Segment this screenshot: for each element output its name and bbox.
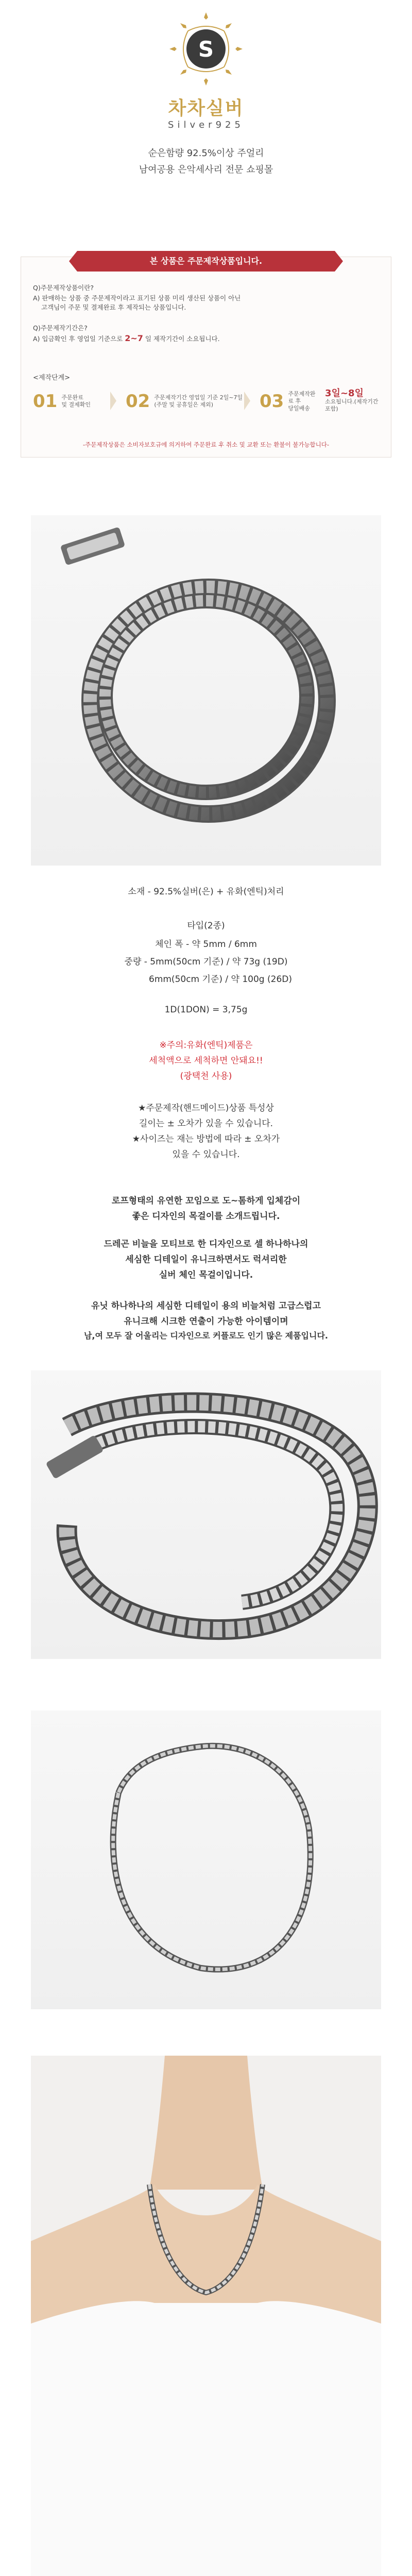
faq-answer-1-line-2: 고객님이 주문 및 결제완료 후 제작되는 상품입니다. bbox=[41, 303, 186, 311]
step-text bbox=[61, 394, 91, 409]
step-line: 주문제작기간 영업일 기준 2일~7일 bbox=[154, 394, 243, 401]
step-line: 및 결제확인 bbox=[61, 401, 91, 408]
tagline-shop: 남여공용 은악세사리 전문 쇼핑몰 bbox=[139, 164, 273, 175]
spec-material: 소재 - 92.5%실버(은) + 유화(엔틱)처리 bbox=[128, 887, 284, 897]
desc-p1-line-1: 로프형태의 유연한 꼬임으로 도~톰하게 입체감이 bbox=[111, 1196, 301, 1206]
step-line: 주문완료 bbox=[61, 394, 83, 401]
spec-weight-5mm: 중량 - 5mm(50cm 기준) / 약 73g (19D) bbox=[124, 957, 288, 967]
brand-subtitle: Silver925 bbox=[168, 120, 244, 130]
faq-answer-2 bbox=[33, 334, 220, 344]
product-photo-full bbox=[31, 1710, 381, 2009]
step-number: 02 bbox=[126, 391, 150, 412]
custom-note-1: ★주문제작(핸드메이드)상품 특성상 bbox=[138, 1103, 274, 1113]
spec-weight-6mm: 6mm(50cm 기준) / 약 100g (26D) bbox=[149, 974, 292, 985]
brand-name: 차차실버 bbox=[168, 98, 244, 119]
refund-warning: -주문제작상품은 소비자보호규에 의거하여 주문완료 후 취소 및 교환 또는 환불이 불가능합니다- bbox=[82, 441, 330, 448]
step-number: 03 bbox=[260, 391, 284, 412]
custom-order-banner: 본 상품은 주문제작상품입니다. bbox=[77, 251, 335, 272]
spec-don-conversion: 1D(1DON) = 3,75g bbox=[164, 1005, 248, 1015]
custom-note-3: ★사이즈는 재는 방법에 따라 ± 오차가 bbox=[132, 1134, 280, 1144]
caution-line-2: 세척액으로 세척하면 안돼요!! bbox=[149, 1056, 263, 1066]
step-line: 주문제작완료 후 bbox=[288, 391, 316, 404]
product-photo-coiled bbox=[31, 515, 381, 866]
product-photo-model bbox=[31, 2056, 381, 2576]
spec-chain-width: 체인 폭 - 약 5mm / 6mm bbox=[155, 939, 257, 950]
steps-title: <제작단계> bbox=[33, 374, 71, 382]
step-line: 당일배송 bbox=[288, 405, 310, 412]
step-3 bbox=[260, 384, 379, 418]
svg-text:S: S bbox=[198, 37, 214, 62]
faq-answer-1-line-1: A) 판매하는 상품 중 주문제작이라고 표기된 상품 미리 생산된 상품이 아닌 bbox=[33, 294, 241, 302]
production-steps bbox=[33, 384, 379, 418]
step-1 bbox=[33, 384, 91, 418]
custom-note-4: 있을 수 있습니다. bbox=[172, 1149, 240, 1160]
step-text bbox=[154, 394, 243, 409]
tagline-purity: 순은함량 92.5%이상 주얼리 bbox=[148, 148, 264, 159]
step-number: 01 bbox=[33, 391, 58, 412]
faq-answer-2-prefix: A) 입금확인 후 영업일 기준으로 bbox=[33, 335, 123, 343]
chevron-right-icon bbox=[244, 392, 250, 410]
chain-closeup-image bbox=[31, 1370, 381, 1659]
chevron-right-icon bbox=[110, 392, 116, 410]
desc-p3-line-3: 남,여 모두 잘 어울리는 디자인으로 커플로도 인기 많은 제품입니다. bbox=[83, 1331, 329, 1341]
faq-answer-2-suffix: 일 제작기간이 소요됩니다. bbox=[145, 335, 220, 343]
model-wearing-image bbox=[31, 2056, 381, 2576]
brand-logo bbox=[167, 10, 245, 88]
logo-emblem-icon bbox=[167, 10, 245, 88]
faq-question-1: Q)주문제작상품이란? bbox=[33, 284, 94, 292]
product-photo-closeup bbox=[31, 1370, 381, 1659]
step-duration bbox=[325, 390, 379, 413]
step-line: (주말 및 공휴일은 제외) bbox=[154, 401, 214, 408]
caution-line-1: ※주의:유화(엔틱)제품은 bbox=[159, 1040, 253, 1050]
chain-full-image bbox=[31, 1710, 381, 2009]
production-days: 2~7 bbox=[125, 333, 143, 343]
custom-note-2: 길이는 ± 오차가 있을 수 있습니다. bbox=[139, 1118, 273, 1129]
duration-note: 소요됩니다.(제작기간 포함) bbox=[325, 398, 379, 412]
brand-header bbox=[0, 0, 412, 185]
duration-days: 3일~8일 bbox=[325, 388, 364, 399]
step-2 bbox=[126, 384, 243, 418]
desc-p3-line-2: 유니크해 시크한 연출이 가능한 아이템이며 bbox=[124, 1316, 288, 1327]
desc-p2-line-2: 세심한 디테일이 유니크하면서도 럭셔리한 bbox=[125, 1255, 287, 1265]
desc-p2-line-3: 실버 체인 목걸이입니다. bbox=[159, 1270, 253, 1280]
desc-p1-line-2: 좋은 디자인의 목걸이를 소개드립니다. bbox=[132, 1211, 280, 1222]
spec-type: 타입(2종) bbox=[187, 921, 225, 931]
step-text bbox=[288, 391, 320, 412]
desc-p2-line-1: 드레곤 비늘을 모티브로 한 디자인으로 셀 하나하나의 bbox=[104, 1239, 308, 1249]
desc-p3-line-1: 유닛 하나하나의 세심한 디테일이 용의 비늘처럼 고급스럽고 bbox=[91, 1301, 321, 1311]
faq-question-2: Q)주문제작기간은? bbox=[33, 324, 88, 332]
chain-coiled-image bbox=[31, 515, 381, 866]
caution-line-3: (광택천 사용) bbox=[180, 1071, 232, 1081]
